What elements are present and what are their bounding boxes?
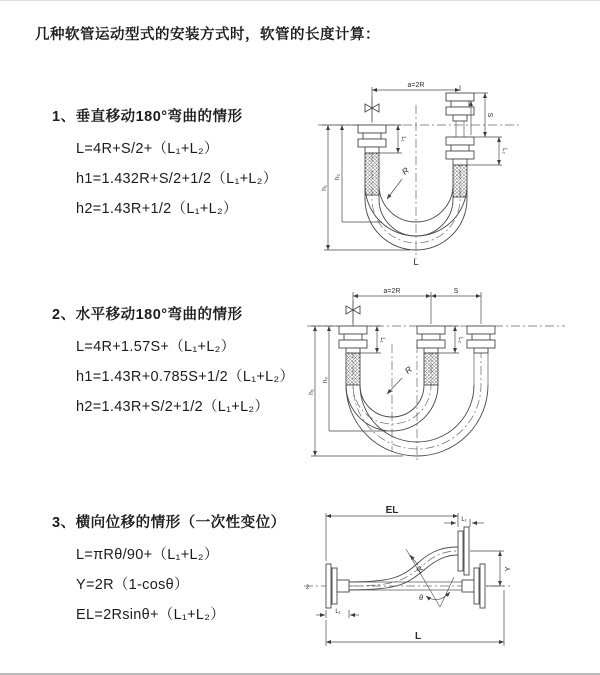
dim-label-end1: L₁ <box>400 136 406 142</box>
page-title: 几种软管运动型式的安装方式时，软管的长度计算： <box>35 27 380 43</box>
dim-label-end-bottom: L₁ <box>335 609 341 615</box>
dim-label-length: L <box>413 257 419 267</box>
dim-label-height2: h₂ <box>334 173 341 181</box>
braid-section <box>424 353 438 385</box>
formula-h1: h1=1.43R+0.785S+1/2（L₁+L₂） <box>76 369 295 385</box>
dim-end-top <box>444 517 484 527</box>
hose-displaced-curve <box>349 547 458 590</box>
dim-label-radius: R <box>414 564 426 575</box>
radius-leader <box>410 555 425 575</box>
dim-travel <box>474 93 502 137</box>
formula-length: L=4R+S/2+（L₁+L₂） <box>76 141 219 157</box>
section-3-heading: 3、横向位移的情形（一次性变位） <box>52 515 286 531</box>
radius-leader <box>387 165 411 199</box>
formula-length: L=πRθ/90+（L₁+L₂） <box>76 547 219 563</box>
section-2-heading: 2、水平移动180°弯曲的情形 <box>52 307 243 323</box>
dim-label-width: a=2R <box>407 82 425 89</box>
dim-label-height1: h₁ <box>321 185 328 191</box>
diagram-horizontal-180-bend <box>303 284 600 462</box>
formula-h2: h2=1.43R+S/2+1/2（L₁+L₂） <box>76 399 270 415</box>
right-fitting-positions <box>446 93 474 197</box>
left-flange <box>326 564 349 608</box>
formula-h2: h2=1.43R+1/2（L₁+L₂） <box>76 201 238 217</box>
dim-label-travel: S <box>486 112 493 118</box>
dim-label-angle: θ <box>419 593 424 602</box>
dim-end-bottom <box>316 609 359 618</box>
formula-length: L=4R+1.57S+（L₁+L₂） <box>76 339 236 355</box>
dim-label-offset: Y <box>503 566 512 572</box>
section-1-formulas <box>52 134 352 224</box>
dim-label-end1: L₁ <box>379 337 385 343</box>
dim-label-length: L <box>414 631 422 642</box>
dim-label-end2: L₂ <box>457 337 463 343</box>
diagram-vertical-180-bend <box>310 77 596 267</box>
radius-leader <box>387 364 414 394</box>
right-fitting-pos2 <box>467 326 495 353</box>
dim-label-travel: S <box>453 288 459 295</box>
displaced-flange <box>458 527 469 575</box>
formula-h1: h1=1.432R+S/2+1/2（L₁+L₂） <box>76 171 278 187</box>
axis-mark: z̄ <box>306 584 310 591</box>
dim-label-end-top: L₁ <box>461 517 467 523</box>
dim-extended-length <box>326 505 458 561</box>
section-1-heading: 1、垂直移动180°弯曲的情形 <box>52 109 243 125</box>
dim-label-height1: h₁ <box>308 389 315 395</box>
formula-el: EL=2Rsinθ+（L₁+L₂） <box>76 607 226 623</box>
braid-section <box>365 153 379 195</box>
braid-section <box>346 353 360 385</box>
dim-label-el: EL <box>385 505 399 516</box>
diagram-lateral-displacement <box>298 497 600 655</box>
dim-label-radius: R <box>399 165 411 177</box>
dim-label-end2: L₂ <box>501 148 507 154</box>
left-fitting <box>339 326 367 385</box>
dim-width <box>353 288 481 324</box>
dim-label-width: a=2R <box>383 288 401 295</box>
section-vertical-movement <box>52 105 352 224</box>
dim-label-height2: h₂ <box>322 376 329 384</box>
middle-fitting-pos1 <box>417 326 445 385</box>
braid-section <box>453 165 467 197</box>
formula-y: Y=2R（1-cosθ） <box>76 577 189 593</box>
dim-label-radius: R <box>402 364 414 376</box>
left-fitting <box>358 125 386 195</box>
